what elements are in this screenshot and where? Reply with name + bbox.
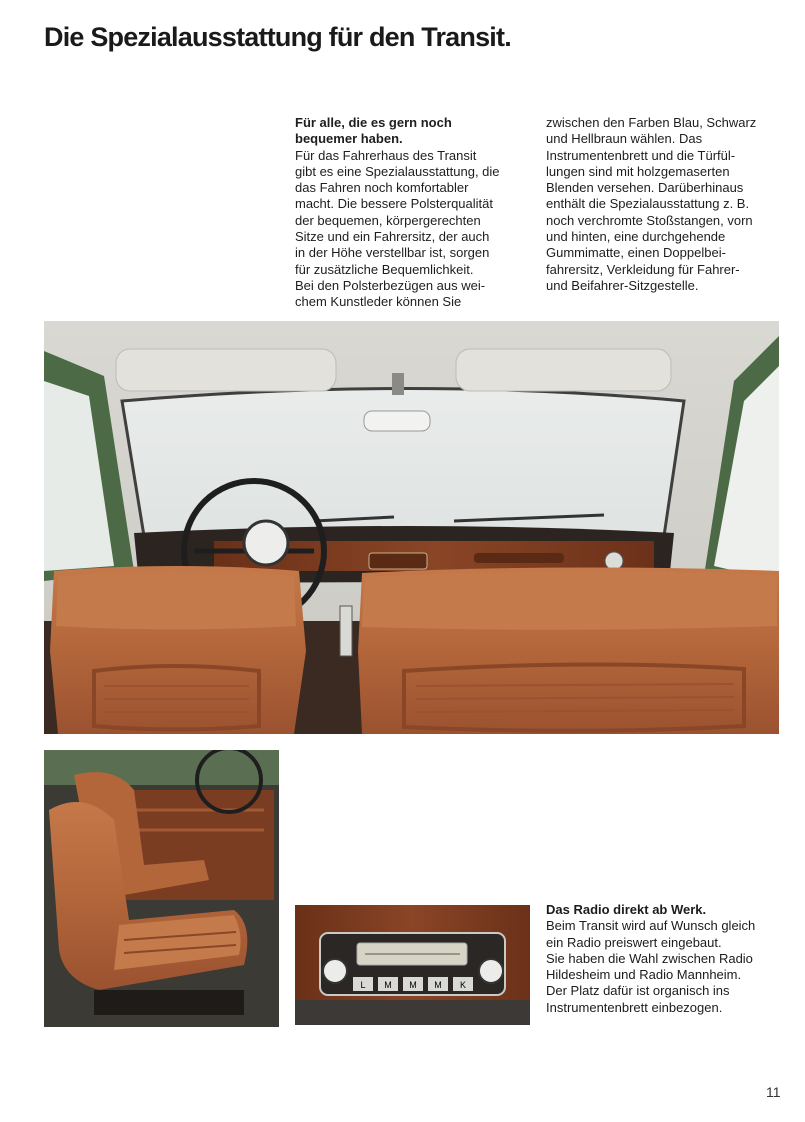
intro-column-2 xyxy=(546,115,786,294)
double-passenger-seat-photo xyxy=(44,750,279,1027)
text-line: ein Radio preiswert eingebaut. xyxy=(546,934,722,950)
text-line: Instrumentenbrett einbezogen. xyxy=(546,999,723,1015)
text-line: Hildesheim und Radio Mannheim. xyxy=(546,967,742,983)
text-line: enthält die Spezialausstattung z. B. xyxy=(546,196,750,212)
text-line: Gummimatte, einen Doppelbei- xyxy=(546,245,726,261)
text-line: Für alle, die es gern noch xyxy=(295,115,452,130)
text-line: noch verchromte Stoßstangen, vorn xyxy=(546,212,753,228)
radio-button-label: K xyxy=(459,980,467,990)
text-line: chem Kunstleder können Sie xyxy=(295,294,462,310)
text-line: und Beifahrer-Sitzgestelle. xyxy=(546,277,699,293)
radio-description xyxy=(546,902,796,1016)
text-line: Instrumentenbrett und die Türfül- xyxy=(546,147,736,163)
text-line: macht. Die bessere Polsterqualität xyxy=(295,196,493,212)
page-title: Die Spezialausstattung für den Transit. xyxy=(44,22,511,52)
text-line: lungen sind mit holzgemaserten xyxy=(546,163,730,179)
radio-button-label: M xyxy=(384,980,392,990)
text-line: der bequemen, körpergerechten xyxy=(295,212,481,228)
text-line: Beim Transit wird auf Wunsch gleich xyxy=(546,918,756,934)
text-line: in der Höhe verstellbar ist, sorgen xyxy=(295,245,490,261)
cab-interior-photo xyxy=(44,321,779,734)
text-line: das Fahren noch komfortabler xyxy=(295,180,469,196)
text-line: Für das Fahrerhaus des Transit xyxy=(295,147,477,163)
text-line: Blenden versehen. Darüberhinaus xyxy=(546,180,744,196)
radio-button-label: M xyxy=(434,980,442,990)
text-line: Bei den Polsterbezügen aus wei- xyxy=(295,277,486,293)
text-line: Sitze und ein Fahrersitz, der auch xyxy=(295,229,490,245)
text-line: bequemer haben. xyxy=(295,131,403,147)
page-number: 11 xyxy=(766,1084,781,1100)
intro-column-1 xyxy=(295,115,535,311)
text-line: und hinten, eine durchgehende xyxy=(546,229,726,245)
text-line: und Hellbraun wählen. Das xyxy=(546,131,703,147)
text-line: fahrersitz, Verkleidung für Fahrer- xyxy=(546,261,740,277)
text-line: Der Platz dafür ist organisch ins xyxy=(546,983,730,999)
text-line: für zusätzliche Bequemlichkeit. xyxy=(295,261,474,277)
text-line: zwischen den Farben Blau, Schwarz xyxy=(546,115,757,130)
text-line: Das Radio direkt ab Werk. xyxy=(546,902,707,917)
radio-button-label: M xyxy=(409,980,417,990)
text-line: gibt es eine Spezialausstattung, die xyxy=(295,163,500,179)
text-line: Sie haben die Wahl zwischen Radio xyxy=(546,950,753,966)
radio-dashboard-photo xyxy=(295,905,530,1025)
radio-button-label: L xyxy=(360,980,366,990)
